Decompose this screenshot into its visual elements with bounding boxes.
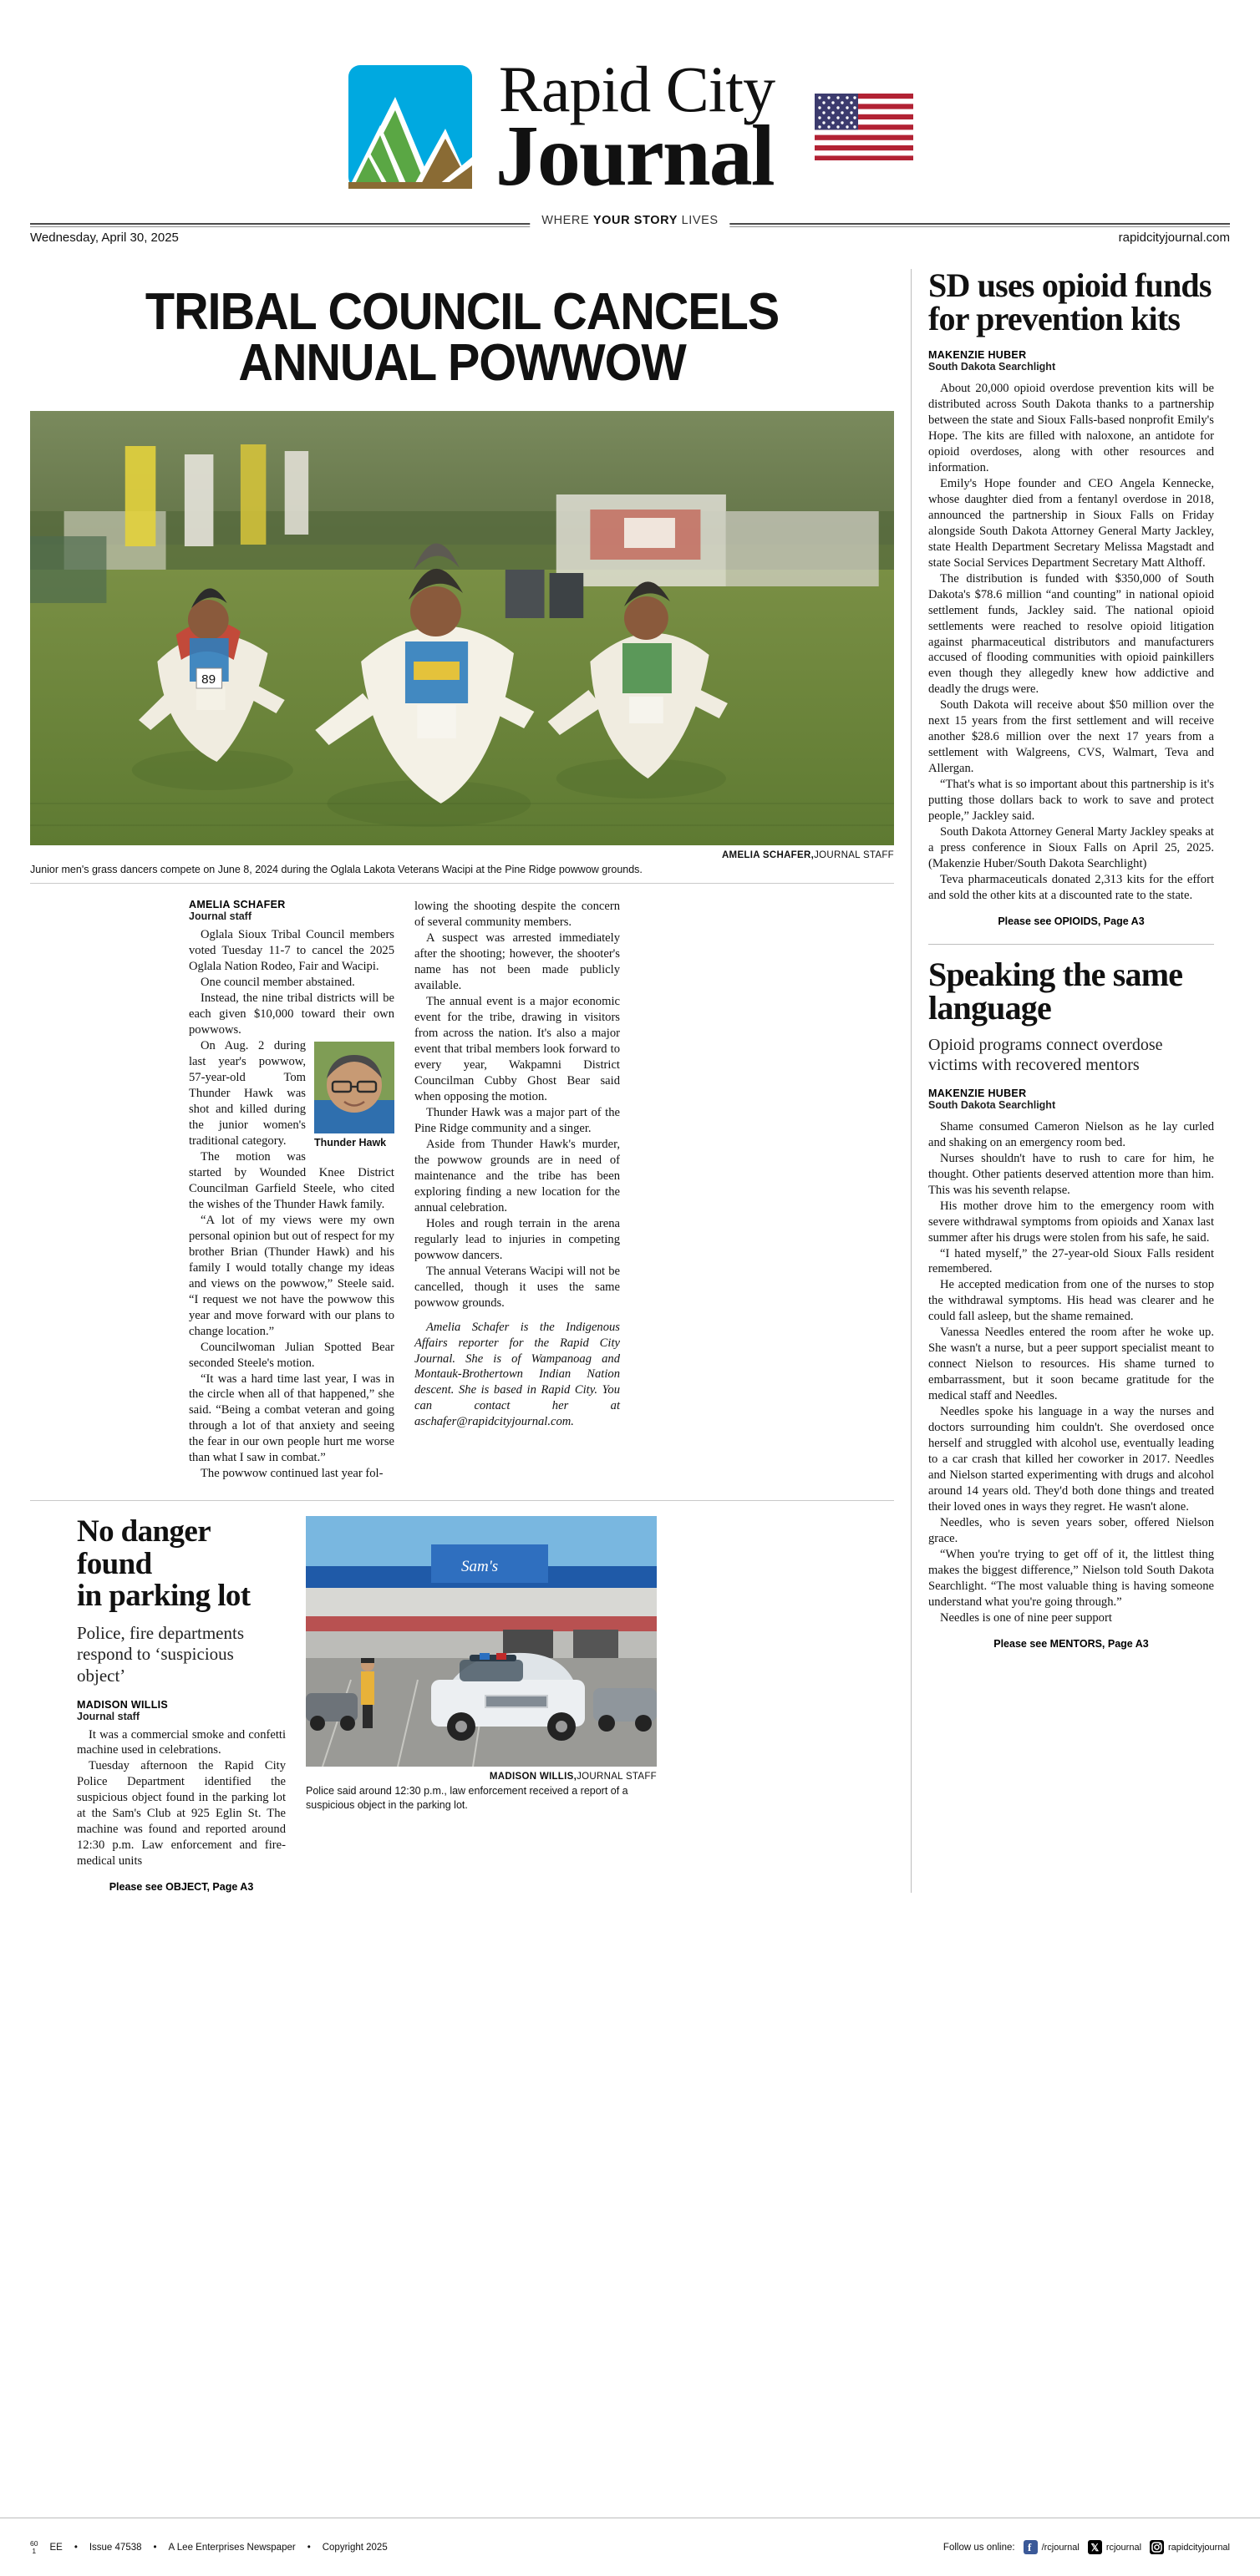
- right-rail: [912, 266, 1214, 1893]
- footer-bullet-3: •: [307, 2542, 311, 2553]
- rail-story-2-body: [928, 1119, 1214, 1626]
- paragraph: Shame consumed Cameron Nielson as he lay curled and shaking on an emergency room bed.: [928, 1119, 1214, 1149]
- jump-post: Page A3: [1105, 1637, 1149, 1650]
- bottom-photo-credit: [306, 1772, 657, 1782]
- paragraph: Vanessa Needles entered the room after he woke up. She wasn't a nurse, but a peer support specialist meant to connect Nielson to resources. His shame turned to embarrassment, but it soon became gratitude for the medical staff and Needles.: [928, 1326, 1214, 1403]
- jump-post: Page A3: [209, 1881, 254, 1894]
- lead-story-columns: [189, 899, 894, 1482]
- lead-photo-credit: [30, 850, 894, 860]
- nameplate-line-1: Rapid City: [498, 52, 775, 125]
- rail-story-1-byline-sub: South Dakota Searchlight: [928, 361, 1056, 373]
- lead-byline: AMELIA SCHAFER: [189, 899, 286, 911]
- rail-story-2-deck: Opioid programs connect overdose victims with recovered mentors: [928, 1035, 1163, 1075]
- paragraph: South Dakota Attorney General Marty Jackley speaks at a press conference in Sioux Falls on April 25, 2025. (Makenzie Huber/South Dakota Searchlight): [928, 825, 1214, 871]
- footer-bullet-1: •: [74, 2542, 78, 2553]
- lead-headline-line-1: TRIBAL COUNCIL CANCELS: [145, 283, 780, 341]
- edition-code: EE: [49, 2542, 63, 2553]
- mountain-logo-icon: [347, 63, 474, 190]
- paragraph: Instead, the nine tribal districts will be each given $10,000 toward their own powwows.: [189, 991, 394, 1037]
- issue-number: Issue 47538: [89, 2542, 142, 2553]
- paragraph: Oglala Sioux Tribal Council members voted Tuesday 11-7 to cancel the 2025 Oglala Nation Rodeo, Fair and Wacipi.: [189, 928, 394, 974]
- facebook-icon[interactable]: [1024, 2540, 1038, 2554]
- bottom-story: [77, 1516, 894, 1893]
- svg-text:Sam's: Sam's: [461, 1558, 499, 1576]
- rail-story-2-jumpline[interactable]: [928, 1638, 1214, 1650]
- paragraph: He accepted medication from one of the nurses to stop the withdrawal symptoms. His head was clearer and he could fall asleep, but the shame remained.: [928, 1278, 1214, 1324]
- lead-photo-credit-org: JOURNAL STAFF: [814, 849, 894, 860]
- rail-story-2-byline-sub: South Dakota Searchlight: [928, 1098, 1056, 1111]
- jump-pre: Please see: [109, 1881, 166, 1894]
- bottom-photo-credit-org: JOURNAL STAFF: [577, 1772, 657, 1782]
- paragraph: South Dakota will receive about $50 million over the next 15 years from the first settlement and will receive another $28.6 million over the next 17 years from a settlement with Walgreens, CVS, Walmart, Teva and Allergan.: [928, 698, 1214, 776]
- paragraph: The powwow continued last year fol-: [201, 1467, 384, 1481]
- bottom-story-body: [77, 1727, 286, 1870]
- lead-photo-caption: Junior men's grass dancers compete on June 8, 2024 during the Oglala Lakota Veterans Wacipi at the Pine Ridge powwow grounds.: [30, 863, 894, 885]
- paragraph: Needles, who is seven years sober, offered Nielson grace.: [928, 1515, 1214, 1545]
- volume-number: [30, 2540, 38, 2555]
- svg-text:89: 89: [201, 672, 216, 687]
- bottom-story-headline-line-1: No danger found: [77, 1514, 211, 1581]
- paragraph: Teva pharmaceuticals donated 2,313 kits for the effort and sold the other kits at a discounted rate to the state.: [928, 873, 1214, 902]
- website-url[interactable]: rapidcityjournal.com: [1109, 231, 1230, 245]
- jump-bold: OPIOIDS,: [1054, 915, 1101, 927]
- rail-story-1-body: [928, 381, 1214, 904]
- lead-byline-sub: Journal staff: [189, 910, 252, 923]
- social-x[interactable]: [1088, 2540, 1141, 2554]
- nameplate-line-2: Journal: [495, 107, 774, 204]
- slogan-pre: WHERE: [541, 214, 593, 227]
- volume-line-2: 1: [32, 2546, 37, 2555]
- date-bar: [30, 212, 1230, 257]
- lead-col2-body: [414, 899, 620, 1430]
- bottom-photo-credit-name: MADISON WILLIS,: [489, 1772, 577, 1782]
- slogan-bold: YOUR STORY: [592, 214, 678, 227]
- svg-text:𝕏: 𝕏: [1090, 2542, 1099, 2553]
- paragraph: “That's what is so important about this partnership is it's putting those dollars back to work to save and protect people,” Jackley said.: [928, 778, 1214, 824]
- slogan: [530, 214, 729, 227]
- rail-story-1-jumpline[interactable]: [928, 915, 1214, 927]
- x-twitter-icon[interactable]: [1088, 2540, 1102, 2554]
- social-instagram[interactable]: [1150, 2540, 1230, 2554]
- instagram-icon[interactable]: [1150, 2540, 1164, 2554]
- masthead: [30, 0, 1230, 209]
- left-column-zone: [30, 269, 911, 1893]
- rail-story-1-byline: MAKENZIE HUBER: [928, 349, 1027, 361]
- paragraph: A suspect was arrested immediately after the shooting; however, the shooter's name has not been made publicly available.: [414, 931, 620, 993]
- footer-left: [30, 2540, 388, 2555]
- paragraph: One council member abstained.: [201, 976, 355, 990]
- paragraph: “I hated myself,” the 27-year-old Sioux Falls resident remembered.: [928, 1246, 1214, 1276]
- facebook-handle[interactable]: /rcjournal: [1041, 2542, 1080, 2553]
- lead-story-col-2: [414, 899, 620, 1482]
- paragraph: lowing the shooting despite the concern of several community members.: [414, 900, 620, 930]
- nameplate: [495, 52, 775, 204]
- jump-post: Page A3: [1100, 915, 1145, 927]
- paragraph: On Aug. 2 during last year's powwow, 57-year-old Tom Thunder Hawk was shot and killed during the junior women's traditional category.: [189, 1039, 306, 1148]
- lead-headline: [60, 283, 864, 392]
- paragraph: It was a commercial smoke and confetti machine used in celebrations.: [77, 1727, 286, 1757]
- lead-col1-body: [189, 927, 394, 1482]
- paragraph: “A lot of my views were my own personal opinion but out of respect for my brother Brian (Thunder Hawk) and his family I would totally change my ideas and views on the powwow,” Steele said. “I request we not have the powwow this year and move forward with our plans to change location.”: [189, 1213, 395, 1338]
- company-name: A Lee Enterprises Newspaper: [168, 2542, 296, 2553]
- paragraph: Tuesday afternoon the Rapid City Police Department identified the suspicious object found in the parking lot at the Sam's Club at 925 Eglin St. The machine was found and reported around 12:30 p.m. Law enforcement and fire-medical units: [77, 1759, 286, 1869]
- parking-lot-photo: [306, 1516, 657, 1767]
- paragraph: The motion was started by Wounded Knee District Councilman Garfield Steele, who cited the wishes of the Thunder Hawk family.: [189, 1149, 394, 1211]
- rail-story-2-byline: MAKENZIE HUBER: [928, 1087, 1027, 1099]
- paragraph: His mother drove him to the emergency room with severe withdrawal symptoms from opioids and Xanax last summer after his drugs were stolen from his safe, he said.: [928, 1199, 1214, 1245]
- jump-bold: OBJECT,: [165, 1881, 210, 1894]
- rail-story-1-headline: SD uses opioid funds for prevention kits: [928, 266, 1212, 337]
- lead-photo: [30, 411, 894, 845]
- page-content: [30, 266, 1230, 1894]
- paragraph: “When you're trying to get off of it, the littlest thing makes the biggest difference,” Nielson told South Dakota Searchlight. “The most valuable thing is having someone understand what you're going through.”: [928, 1547, 1214, 1609]
- rail-divider: [928, 944, 1214, 945]
- bottom-story-text: [77, 1516, 286, 1893]
- paragraph: Needles is one of nine peer support: [940, 1610, 1112, 1625]
- paragraph: “It was a hard time last year, I was in the circle when all of that happened,” she said. “Being a combat veteran and going through a lot of that anxiety and seeing the fear in our own people hurt me worse than what I saw in combat.”: [189, 1372, 394, 1465]
- paragraph: Needles spoke his language in a way the nurses and doctors surrounding him couldn't. She overdosed once herself and struggled with alcohol use, eventually leading to a car crash that killed her coworker in 2017. Needles and Nielson started experimenting with drugs and alcohol around 14 years old. They'd both done things and treated their loved ones in ways they regret. He wasn't alone.: [928, 1405, 1214, 1514]
- jump-pre: Please see: [993, 1637, 1050, 1650]
- svg-text:f: f: [1027, 2541, 1031, 2553]
- social-facebook[interactable]: [1024, 2540, 1080, 2554]
- footer-social: [943, 2540, 1230, 2554]
- paragraph: Councilwoman Julian Spotted Bear seconded Steele's motion.: [189, 1340, 394, 1370]
- us-flag-icon: [815, 94, 913, 160]
- thunder-hawk-mugshot-caption: Thunder Hawk: [314, 1137, 387, 1149]
- paragraph: About 20,000 opioid overdose prevention kits will be distributed across South Dakota thanks to a partnership between the state and Sioux Falls-based nonprofit Emily's Hope. The kits are filled with naloxone, an antidote for opioid overdoses, along with other resources and information.: [928, 382, 1214, 474]
- paragraph: Nurses shouldn't have to rush to care for him, he thought. Other patients deserved attention more than him. This was his seventh relapse.: [928, 1151, 1214, 1197]
- reporter-note: Amelia Schafer is the Indigenous Affairs reporter for the Rapid City Journal. She is of Wampanoag and Montauk-Brothertown Indian Nation descent. She is based in Rapid City. You can contact her at aschafer@rapidcityjournal.com.: [414, 1320, 620, 1429]
- publication-date: Wednesday, April 30, 2025: [30, 231, 189, 245]
- bottom-story-deck: Police, fire departments respond to ‘suspicious object’: [77, 1622, 245, 1686]
- paragraph: Aside from Thunder Hawk's murder, the powwow grounds are in need of maintenance and the tribe has been exploring finding a new location for the annual celebration.: [414, 1137, 620, 1214]
- bottom-story-jumpline[interactable]: [77, 1881, 286, 1893]
- bottom-story-headline: [77, 1516, 286, 1612]
- instagram-handle[interactable]: rapidcityjournal: [1168, 2542, 1230, 2553]
- page-footer: [0, 2518, 1260, 2576]
- paragraph: The annual Veterans Wacipi will not be cancelled, though it uses the same powwow grounds.: [414, 1264, 620, 1310]
- paragraph: Emily's Hope founder and CEO Angela Kennecke, whose daughter died from a fentanyl overdose in 2018, announced the partnership in Sioux Falls on Friday alongside South Dakota Attorney General Marty Jackley, state Health Department Secretary Melissa Magstadt and state Social Services Department Secretary Matt Althoff.: [928, 476, 1214, 570]
- bottom-photo-caption: Police said around 12:30 p.m., law enforcement received a report of a suspicious object in the parking lot.: [306, 1785, 628, 1812]
- jump-bold: MENTORS,: [1049, 1637, 1105, 1650]
- rail-story-2-headline: Speaking the same language: [928, 955, 1183, 1027]
- volume-line-1: 60: [30, 2538, 38, 2548]
- paragraph: Thunder Hawk was a major part of the Pine Ridge community and a singer.: [414, 1105, 620, 1135]
- bottom-story-photo-wrap: [306, 1516, 657, 1893]
- section-divider: [30, 1500, 894, 1501]
- lead-photo-credit-name: AMELIA SCHAFER,: [721, 849, 815, 860]
- copyright-text: Copyright 2025: [322, 2542, 388, 2553]
- paragraph: Holes and rough terrain in the arena regularly lead to injuries in competing powwow dancers.: [414, 1216, 620, 1262]
- thunder-hawk-mugshot: [314, 1042, 394, 1133]
- footer-bullet-2: •: [153, 2542, 157, 2553]
- bottom-story-byline-sub: Journal staff: [77, 1710, 140, 1722]
- paragraph: The annual event is a major economic event for the tribe, drawing in visitors from across the nation. It's also a major event that tribal members look forward to every year, Wakpamni District Councilman Cubby Ghost Bear said when opposing the motion.: [414, 995, 620, 1103]
- paragraph: The distribution is funded with $350,000 of South Dakota's $78.6 million “and counting” in national opioid settlement funds, Jackley said. The national opioid settlements were reached to resolve opioid litigation against pharmaceutical distributors and manufacturers accused of flooding communities with opioid painkillers even though they allegedly knew how addictive and deadly the drugs were.: [928, 571, 1214, 697]
- lead-story-col-1: [189, 899, 394, 1482]
- bottom-story-headline-line-2: in parking lot: [77, 1579, 251, 1614]
- slogan-post: LIVES: [677, 214, 719, 227]
- follow-label: Follow us online:: [942, 2542, 1015, 2553]
- jump-pre: Please see: [998, 915, 1054, 927]
- lead-headline-line-2: ANNUAL POWWOW: [238, 333, 686, 392]
- bottom-story-byline: MADISON WILLIS: [77, 1698, 169, 1711]
- x-handle[interactable]: rcjournal: [1105, 2542, 1142, 2553]
